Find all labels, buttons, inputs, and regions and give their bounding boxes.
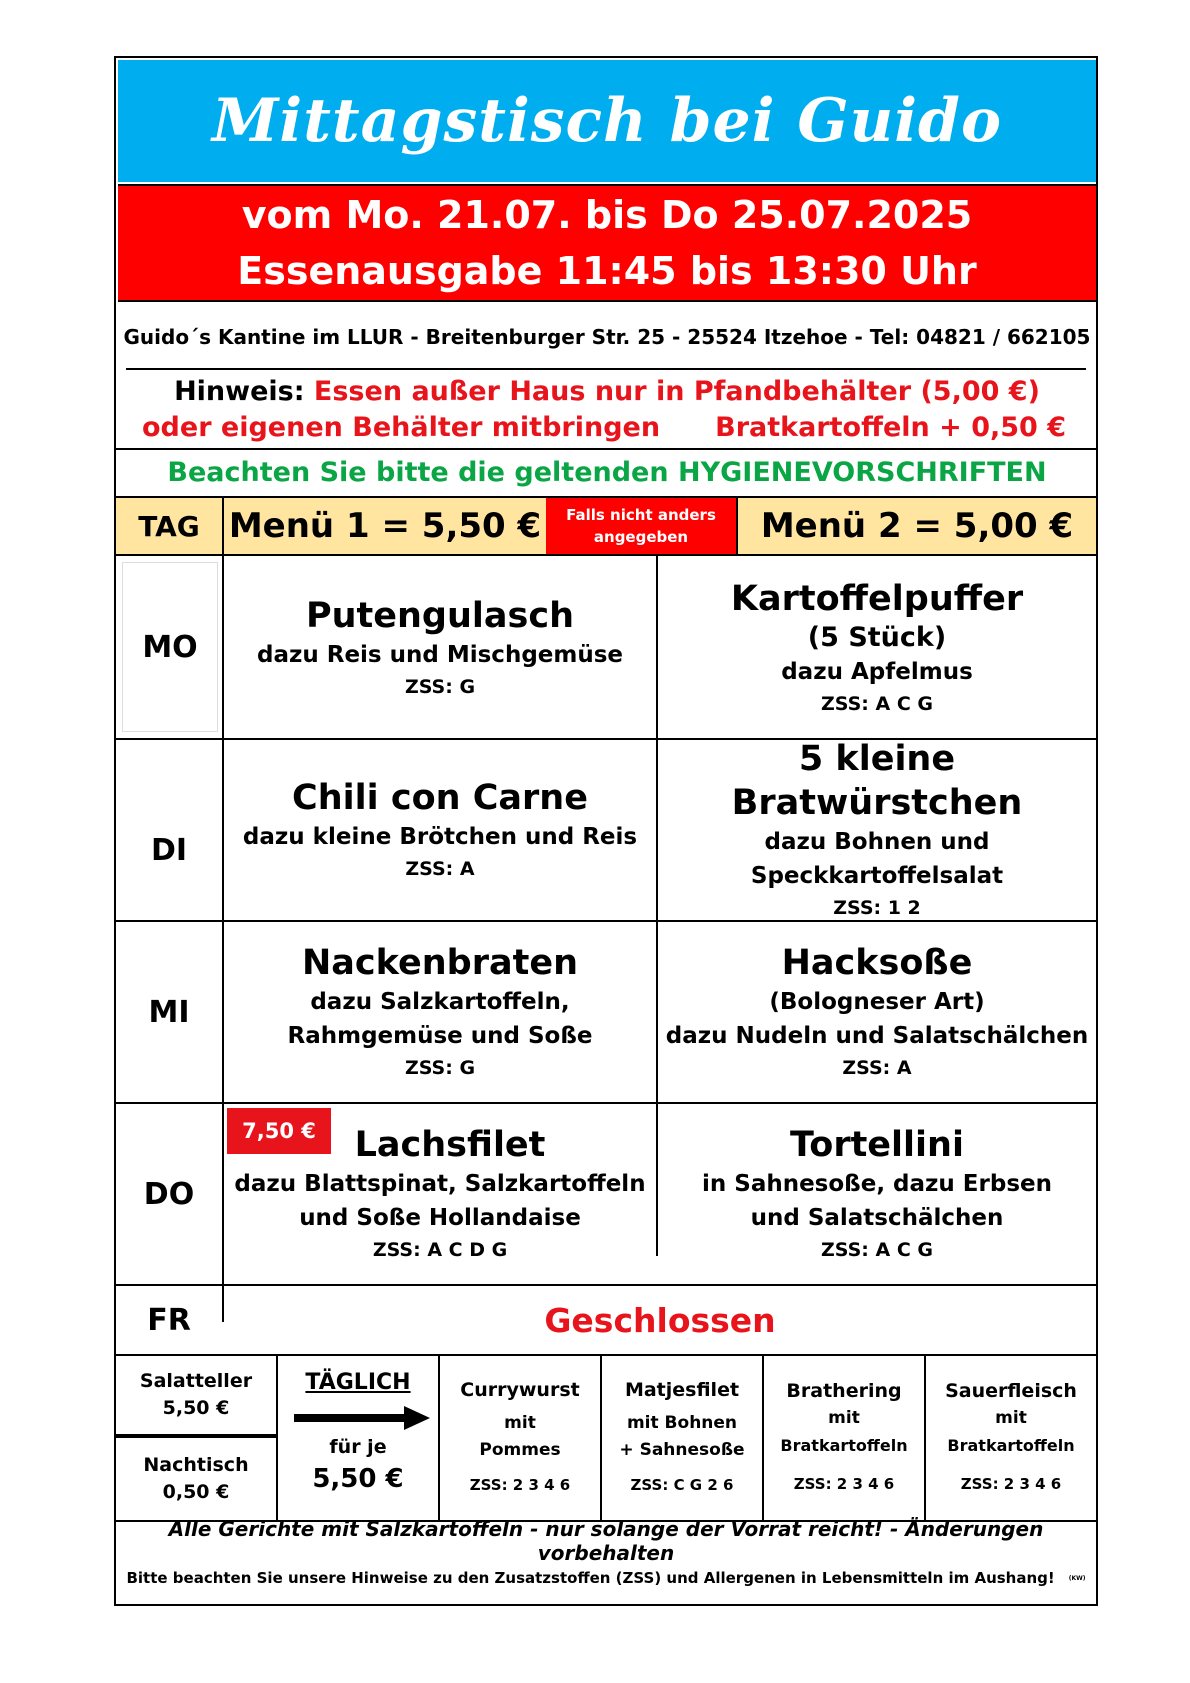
notice-line2-left: oder eigenen Behälter mitbringen	[142, 412, 661, 443]
hygiene-text: Beachten Sie bitte die geltenden HYGIENEVORSCHRIFTEN	[167, 456, 1047, 488]
dish-description: Rahmgemüse und Soße	[287, 1023, 593, 1049]
day-cell-do	[116, 1104, 222, 1284]
dish-description: dazu Reis und Mischgemüse	[256, 642, 624, 668]
dish-name: Tortellini	[790, 1125, 964, 1165]
mo-menu2	[658, 558, 1096, 738]
do-menu2	[658, 1104, 1096, 1284]
header-day-label: TAG	[138, 509, 200, 543]
daily-label: TÄGLICH	[305, 1370, 411, 1395]
mo-menu1	[224, 558, 656, 738]
header-note-label: Falls nicht anders angegeben	[566, 506, 716, 546]
dessert-label: Nachtisch	[143, 1454, 249, 1476]
dish-zss: ZSS: A	[842, 1057, 912, 1079]
dish-name: Chili con Carne	[292, 778, 588, 818]
dish-name: 5 kleine Bratwürstchen	[731, 739, 1023, 823]
dish-description: Speckkartoffelsalat	[750, 863, 1004, 889]
dish-description: dazu Blattspinat, Salzkartoffeln	[234, 1171, 646, 1197]
dish-description: dazu Salzkartoffeln,	[310, 989, 570, 1015]
price-badge-text: 7,50 €	[242, 1119, 316, 1143]
dish-zss: ZSS: A	[405, 858, 475, 880]
dish-zss: ZSS: A C D G	[372, 1239, 508, 1261]
dish-description: und Soße Hollandaise	[299, 1205, 581, 1231]
dish-name: Kartoffelpuffer	[730, 579, 1024, 619]
di-menu1	[224, 740, 656, 920]
header-menu1	[222, 496, 546, 556]
extra-item-matjesfilet	[602, 1356, 762, 1520]
extra-item-line: mit Bohnen	[626, 1413, 738, 1433]
dessert-price: 0,50 €	[162, 1481, 230, 1503]
extra-item-zss: ZSS: 2 3 4 6	[469, 1476, 571, 1494]
extra-item-currywurst	[440, 1356, 600, 1520]
extra-item-line: Bratkartoffeln	[780, 1436, 908, 1455]
header-menu2	[736, 496, 1096, 556]
page-title: Mittagstisch bei Guido	[211, 86, 1003, 156]
extra-item-line: Pommes	[479, 1440, 561, 1460]
extra-item-name: Brathering	[786, 1380, 902, 1402]
dish-subtitle: (Bologneser Art)	[769, 989, 985, 1015]
header-menu1-label: Menü 1 = 5,50 €	[228, 506, 542, 546]
dish-zss: ZSS: 1 2	[833, 897, 921, 919]
dish-zss: ZSS: G	[404, 676, 476, 698]
extra-item-zss: ZSS: C G 2 6	[630, 1476, 734, 1494]
dish-description: dazu Bohnen und	[764, 829, 990, 855]
dish-description: dazu Apfelmus	[781, 659, 973, 685]
day-label: DI	[150, 832, 188, 868]
dish-description: dazu kleine Brötchen und Reis	[242, 824, 638, 850]
dish-description: und Salatschälchen	[750, 1205, 1004, 1231]
extra-item-name: Sauerfleisch	[945, 1380, 1077, 1402]
day-label: FR	[147, 1302, 191, 1338]
mi-menu1	[224, 922, 656, 1102]
date-range: vom Mo. 21.07. bis Do 25.07.2025	[241, 193, 973, 237]
footer-tag: (KW)	[1068, 1574, 1086, 1582]
footer-line1	[116, 1517, 1096, 1565]
mi-menu2	[658, 922, 1096, 1102]
day-cell-fr	[116, 1286, 222, 1354]
extra-item-name: Currywurst	[460, 1379, 580, 1401]
day-cell-mi	[116, 922, 222, 1102]
notice-label: Hinweis:	[174, 376, 305, 407]
serving-time: Essenausgabe 11:45 bis 13:30 Uhr	[237, 249, 977, 293]
extra-item-name: Matjesfilet	[624, 1379, 740, 1401]
dish-name: Lachsfilet	[354, 1125, 546, 1165]
notice-line1: Essen außer Haus nur in Pfandbehälter (5,00 €)	[313, 376, 1040, 407]
extra-item-zss: ZSS: 2 3 4 6	[793, 1475, 895, 1493]
divider	[126, 368, 1086, 370]
extra-item-line: mit	[828, 1408, 860, 1428]
do-menu1	[224, 1104, 656, 1284]
salad-cell	[116, 1356, 276, 1434]
dish-description: dazu Nudeln und Salatschälchen	[665, 1023, 1089, 1049]
address-line	[118, 304, 1096, 370]
day-label: MI	[148, 994, 190, 1030]
header-day	[116, 496, 222, 556]
day-label: DO	[143, 1176, 195, 1212]
dish-name: Hacksoße	[781, 943, 973, 983]
hygiene-notice	[118, 450, 1096, 494]
salad-price: 5,50 €	[162, 1397, 230, 1419]
address-text: Guido´s Kantine im LLUR - Breitenburger Str. 25 - 25524 Itzehoe - Tel: 04821 / 662105	[123, 325, 1091, 349]
arrow-right-icon	[294, 1406, 430, 1430]
daily-for: für je	[329, 1436, 387, 1458]
dish-description: in Sahnesoße, dazu Erbsen	[701, 1171, 1052, 1197]
salad-label: Salatteller	[139, 1370, 253, 1392]
dish-zss: ZSS: A C G	[821, 1239, 933, 1261]
header-menu2-label: Menü 2 = 5,00 €	[760, 506, 1074, 546]
daily-price: 5,50 €	[312, 1464, 404, 1494]
dessert-cell	[116, 1438, 276, 1520]
dish-name: Putengulasch	[305, 596, 575, 636]
header-note	[546, 496, 736, 556]
extra-item-line: mit	[504, 1413, 536, 1433]
daily-cell	[278, 1356, 438, 1520]
footer-text: Bitte beachten Sie unsere Hinweise zu den Zusatzstoffen (ZSS) und Allergenen in Lebensmitteln im Aushang!	[126, 1569, 1055, 1587]
day-label: MO	[142, 629, 198, 665]
extra-item-sauerfleisch	[926, 1356, 1096, 1520]
dish-subtitle: (5 Stück)	[807, 622, 947, 653]
dish-zss: ZSS: G	[404, 1057, 476, 1079]
day-cell-di	[116, 740, 222, 920]
date-band	[118, 184, 1096, 302]
footer-line2	[116, 1558, 1096, 1598]
day-cell-mo	[122, 562, 218, 732]
notice-block	[118, 374, 1096, 446]
extra-item-zss: ZSS: 2 3 4 6	[960, 1475, 1062, 1493]
di-menu2	[658, 740, 1096, 920]
extra-item-line: Bratkartoffeln	[947, 1436, 1075, 1455]
extra-item-line: mit	[995, 1408, 1027, 1428]
dish-zss: ZSS: A C G	[821, 693, 933, 715]
notice-line2-right: Bratkartoffeln + 0,50 €	[715, 412, 1066, 443]
menu-sheet	[114, 56, 1098, 1606]
extra-item-brathering	[764, 1356, 924, 1520]
fr-closed	[224, 1286, 1096, 1354]
title-band	[118, 60, 1096, 182]
closed-text: Geschlossen	[544, 1300, 776, 1340]
extra-item-line: + Sahnesoße	[619, 1440, 745, 1460]
dish-name: Nackenbraten	[302, 943, 578, 983]
footer-text: Alle Gerichte mit Salzkartoffeln - nur solange der Vorrat reicht! - Änderungen vorbehalten	[168, 1517, 1044, 1565]
